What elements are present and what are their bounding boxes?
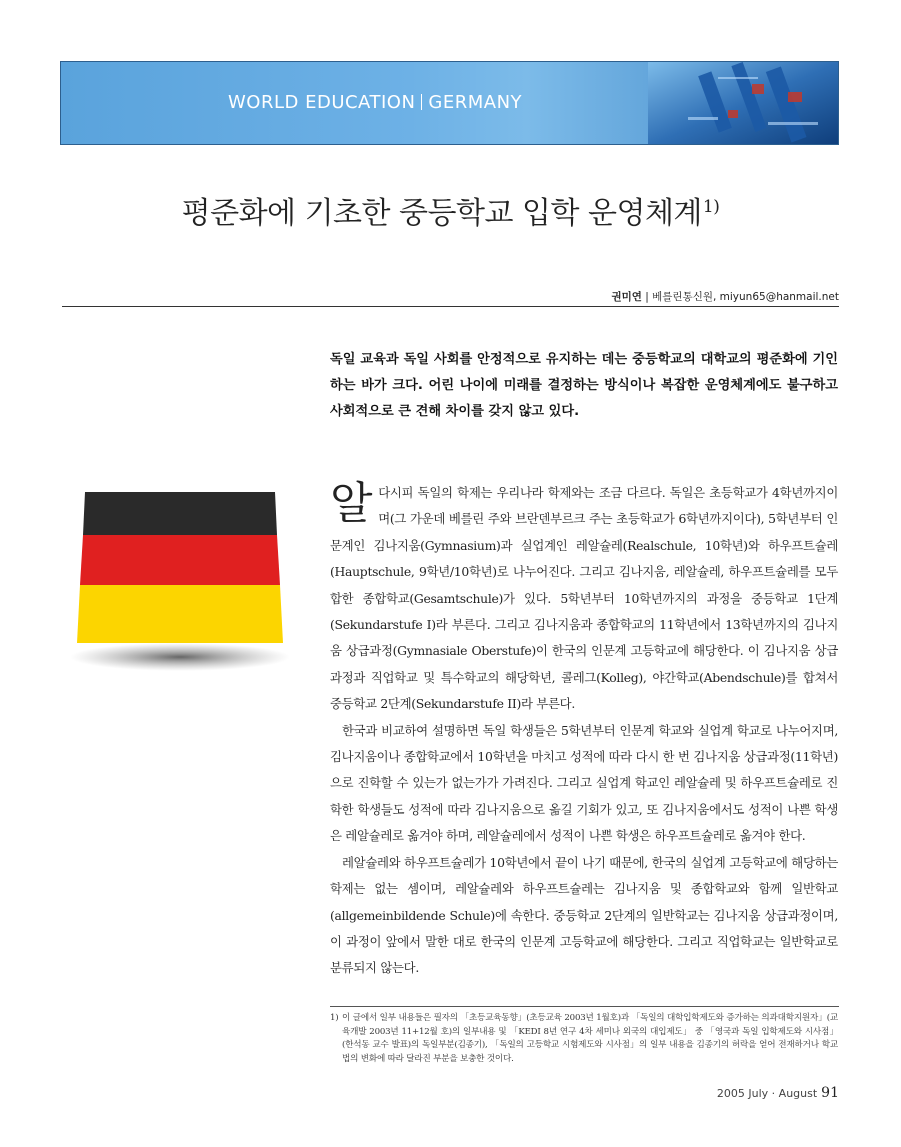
article-title: [0, 188, 901, 232]
page-number: 91: [821, 1085, 839, 1101]
flag-stripe-gold: [77, 585, 283, 643]
title-footnote-mark: 1): [702, 197, 720, 217]
flag-shadow: [70, 643, 290, 671]
german-flag-image: [55, 485, 305, 675]
issue-date: 2005 July · August: [716, 1087, 818, 1100]
header-divider: [62, 306, 839, 307]
body-paragraph-1-text: 다시피 독일의 학제는 우리나라 학제와는 조금 다르다. 독일은 초등학교가 4학년까지이며(그 가운데 베를린 주와 브란덴부르크 주는 초등학교가 6학년까지이다), 5학년부터 인문계인 김나지움(Gymnasium)과 실업계인 레알슐레(Realschule, 10학년)와 하우프트슐레(Hauptschule, 9학년/10학년)로 나누어진다. 그리고 김나지움, 레알슐레, 하우프트슐레를 모두 합한 종합학교(Gesamtschule)가 있다. 5학년부터 10학년까지의 과정을 중등학교 1단계(Sekundarstufe I)라 부른다. 그리고 김나지움과 종합학교의 11학년에서 13학년까지의 김나지움 상급과정(Gymnasiale Oberstufe)이 한국의 인문계 고등학교에 해당한다. 이 김나지움 상급과정과 직업학교 및 특수학교의 해당학년, 콜레그(Kolleg), 야간학교(Abendschule)를 합쳐서 중등학교 2단계(Sekundarstufe II)라 부른다.: [330, 485, 838, 712]
byline: 권미연 | 베를린통신원, miyun65@hanmail.net: [611, 291, 839, 303]
flag-stripe-red: [80, 535, 280, 585]
body-paragraph-3: 레알슐레와 하우프트슐레가 10학년에서 끝이 나기 때문에, 한국의 실업계 고등학교에 해당하는 학제는 없는 셈이며, 레알슐레와 하우프트슐레는 김나지움 및 종합학교와 함께 일반학교(allgemeinbildende Schule)에 속한다. 중등학교 2단계의 일반학교는 김나지움 상급과정이며, 이 과정이 앞에서 말한 대로 한국의 인문계 고등학교에 해당한다. 그리고 직업학교는 일반학교로 분류되지 않는다.: [330, 854, 838, 976]
section-label-country: GERMANY: [428, 92, 523, 113]
article-title-text: 평준화에 기초한 중등학교 입학 운영체계: [181, 196, 702, 231]
section-separator: [421, 94, 422, 110]
footnote-text: 이 글에서 일부 내용들은 필자의 「초등교육동향」(초등교육 2003년 1월호)과 「독일의 대학입학제도와 증가하는 의과대학지원자」(교육개발 2003년 11+12월 호)의 일부내용 및 「KEDI 8년 연구 4차 세미나 외국의 대입제도」 중 「영국과 독일 입학제도와 시사점」(한석동 교수 발표)의 독일부분(김종기), 「독일의 고등학교 시험제도와 시사점」의 일부 내용을 김종기의 허락을 얻어 전재하거나 학교법의 변화에 따라 달라진 부분을 보충한 것이다.: [342, 1013, 838, 1064]
banner-decorative-image: [648, 62, 838, 145]
section-label: [228, 92, 522, 113]
footnote-divider: [330, 1006, 839, 1007]
body-paragraph-1: [330, 480, 838, 718]
flag-stripe-black: [83, 492, 277, 535]
page-footer: [717, 1085, 839, 1101]
author-name: 권미연: [611, 291, 642, 303]
lead-paragraph: 독일 교육과 독일 사회를 안정적으로 유지하는 데는 중등학교의 대학교의 평준화에 기인하는 바가 크다. 어린 나이에 미래를 결정하는 방식이나 복잡한 운영체계에도 불구하고 사회적으로 큰 견해 차이를 갖지 않고 있다.: [330, 352, 838, 419]
drop-cap: 알: [330, 478, 373, 529]
footnote: [330, 1012, 838, 1066]
section-label-education: WORLD EDUCATION: [228, 92, 416, 113]
author-affiliation: 베를린통신원, miyun65@hanmail.net: [652, 291, 839, 303]
article-body: [330, 480, 838, 982]
footnote-number: 1): [330, 1013, 339, 1023]
body-paragraph-2: 한국과 비교하여 설명하면 독일 학생들은 5학년부터 인문계 학교와 실업계 학교로 나누어지며, 김나지움이나 종합학교에서 10학년을 마치고 성적에 따라 다시 한 번 김나지움 상급과정(11학년)으로 진학할 수 있는가 없는가가 가려진다. 그리고 실업계 학교인 레알슐레 및 하우프트슐레로 진학한 학생들도 성적에 따라 김나지움으로 옮길 기회가 있고, 또 김나지움에서도 성적이 나쁜 학생은 레알슐레로 옮겨야 하며, 레알슐레에서 성적이 나쁜 학생은 하우프트슐레로 옮겨야 한다.: [330, 722, 838, 844]
